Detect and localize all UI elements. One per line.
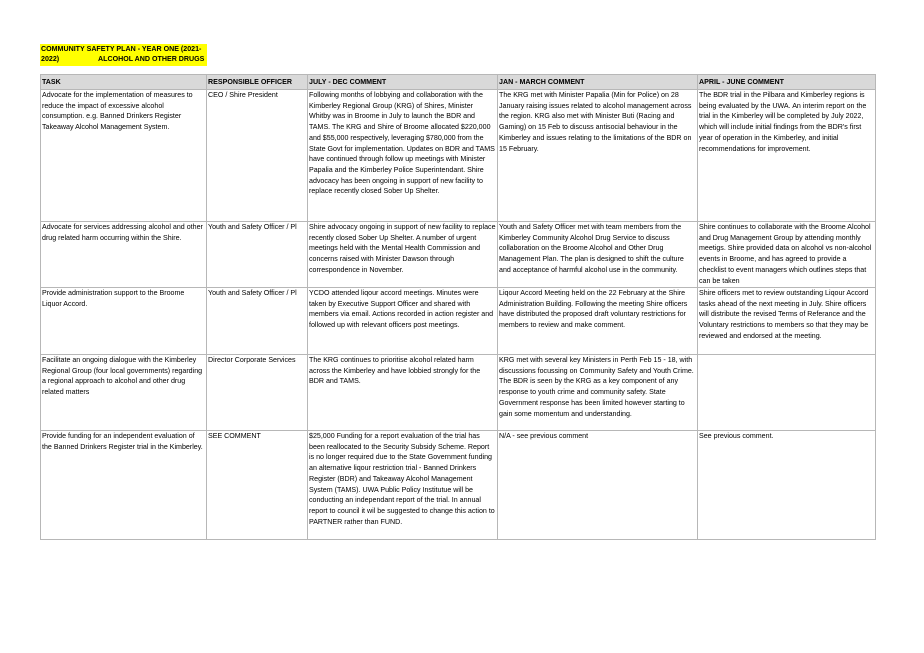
- apr-jun-cell: The BDR trial in the Pilbara and Kimberley regions is being evaluated by the UWA. An interim report on the trial in the Kimberley will be completed by July 2022, which will include initial findings from the BDR's first year of operation in the Kimberley, and initial recommendations for improvement.: [698, 90, 876, 222]
- column-header-jan-mar: JAN - MARCH COMMENT: [498, 75, 698, 90]
- officer-cell: CEO / Shire President: [207, 90, 308, 222]
- jul-dec-cell: YCDO attended liqour accord meetings. Minutes were taken by Executive Support Officer and shared with members via email. Actions recorded in action register and followed up with relevant officers post meetings.: [308, 288, 498, 355]
- task-cell: Provide administration support to the Broome Liquor Accord.: [41, 288, 207, 355]
- task-cell: Advocate for services addressing alcohol and other drug related harm occurring within the Shire.: [41, 222, 207, 288]
- jul-dec-cell: The KRG continues to prioritise alcohol related harm across the Kimberley and have lobbied strongly for the BDR and TAMS.: [308, 355, 498, 431]
- jan-mar-cell: N/A - see previous comment: [498, 431, 698, 540]
- apr-jun-cell: See previous comment.: [698, 431, 876, 540]
- column-header-officer: RESPONSIBLE OFFICER: [207, 75, 308, 90]
- column-header-task: TASK: [41, 75, 207, 90]
- jan-mar-cell: Youth and Safety Officer met with team members from the Kimberley Community Alcohol Drug Service to discuss collaboration on the Broome Alcohol and Other Drug Management Plan. The plan is designed to shift the culture and acceptance of harmful alcohol use in the community.: [498, 222, 698, 288]
- jul-dec-cell: $25,000 Funding for a report evaluation of the trial has been reallocated to the Security Subsidy Scheme. Report is no longer required due to the State Government funding an alternative liqour restriction trial - Banned Drinkers Register (BDR) and Takeaway Alcohol Management System (TAMS). UWA Public Policy Institutue will be conducting an independant report of the trial. In annual report to council it wil be suggested to change this action to PARTNER rather than FUND.: [308, 431, 498, 540]
- plan-title-subject: ALCOHOL AND OTHER DRUGS: [98, 55, 205, 63]
- jan-mar-cell: The KRG met with Minister Papalia (Min for Police) on 28 January raising issues related to alcohol management across the region. KRG also met with Minister Buti (Racing and Gaming) on 15 Feb to discuss antisocial behaviour in the Kimberley and issues relating to the limitations of the BDR on 15 February.: [498, 90, 698, 222]
- table-header-row: [41, 75, 876, 90]
- apr-jun-cell: Shire continues to collaborate with the Broome Alcohol and Drug Management Group by attending monthly meetigs. Shire provided data on alcohol vs non-alcohol events in Broome, and has agreed to provide a checklist to event managers which outlines steps that can be taken: [698, 222, 876, 288]
- task-cell: Provide funding for an independent evaluation of the Banned Drinkers Register trial in the Kimberley.: [41, 431, 207, 540]
- task-cell: Facilitate an ongoing dialogue with the Kimberley Regional Group (four local governments) regarding a regional approach to alcohol and other drug related matters: [41, 355, 207, 431]
- plan-title-line2: [41, 54, 207, 64]
- apr-jun-cell: [698, 355, 876, 431]
- table-row: [41, 355, 876, 431]
- jul-dec-cell: Following months of lobbying and collaboration with the Kimberley Regional Group (KRG) of Shires, Minister Whitby was in Broome in July to launch the BDR and TAMS. The KRG and Shire of Broome allocated $220,000 and $55,000 respectively, leveraging $780,000 from the State Govt for implementation. Updates on BDR and TAMS have continued through follow up meetings with Minister Papalia and the Kimberley Police Superintendant. Shire advocacy has been ongoing in support of new facility to replace recently closed Sober Up Shelter.: [308, 90, 498, 222]
- plan-title: [40, 44, 207, 66]
- officer-cell: Youth and Safety Officer / Pl: [207, 288, 308, 355]
- jul-dec-cell: Shire advocacy ongoing in support of new facility to replace recently closed Sober Up Shelter. A number of urgent meetings held with the Mental Health Commission and concerns raised with Minister Dawson through correspondence in November.: [308, 222, 498, 288]
- table-row: [41, 288, 876, 355]
- task-cell: Advocate for the implementation of measures to reduce the impact of excessive alcohol consumption. e.g. Banned Drinkers Register Takeaway Alcohol Management System.: [41, 90, 207, 222]
- table-row: [41, 90, 876, 222]
- officer-cell: Director Corporate Services: [207, 355, 308, 431]
- table-row: [41, 431, 876, 540]
- plan-title-year: 2022): [41, 55, 60, 63]
- officer-cell: Youth and Safety Officer / Pl: [207, 222, 308, 288]
- plan-title-line1: COMMUNITY SAFETY PLAN - YEAR ONE (2021-: [41, 45, 202, 53]
- community-safety-table: [40, 74, 876, 540]
- apr-jun-cell: Shire officers met to review outstanding Liqour Accord tasks ahead of the next meeting in July. Shire officers will distribute the revised Terms of Referance and the Voluntary restrictions to members so that they may be reviewed and endorsed at the meeting.: [698, 288, 876, 355]
- jan-mar-cell: Liqour Accord Meeting held on the 22 February at the Shire Administration Building. Following the meeting Shire officers have distributed the proposed draft voluntary restrictions for members to review and make comment.: [498, 288, 698, 355]
- column-header-jul-dec: JULY - DEC COMMENT: [308, 75, 498, 90]
- table-row: [41, 222, 876, 288]
- officer-cell: SEE COMMENT: [207, 431, 308, 540]
- column-header-apr-jun: APRIL - JUNE COMMENT: [698, 75, 876, 90]
- jan-mar-cell: KRG met with several key Ministers in Perth Feb 15 - 18, with discussions focussing on Community Safety and Youth Crime. The BDR is seen by the KRG as a key component of any response to youth crime and community safety. State Government response has been limited however starting to gain some momentum and understanding.: [498, 355, 698, 431]
